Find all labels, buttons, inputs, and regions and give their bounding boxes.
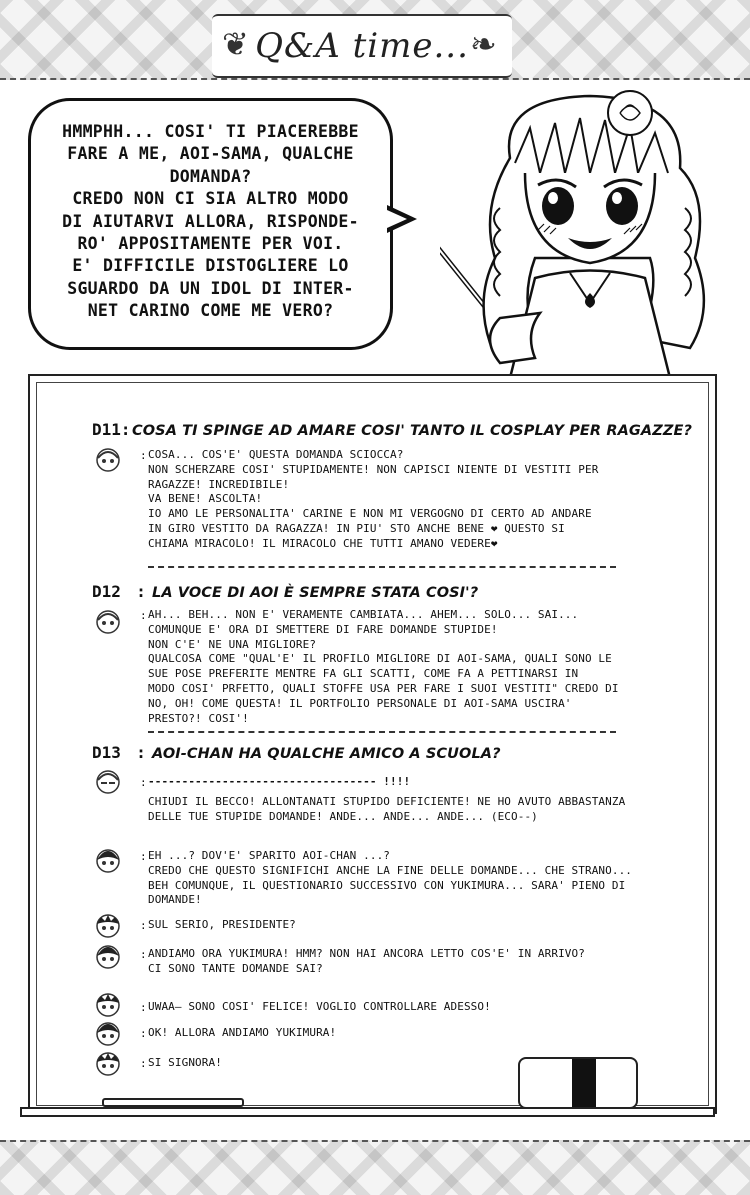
answer-block xyxy=(148,918,668,933)
right-eye-shine xyxy=(612,192,622,204)
answer-block xyxy=(148,448,668,552)
answer-line: UWAA— SONO COSI' FELICE! VOGLIO CONTROLLARE ADESSO! xyxy=(148,1000,491,1013)
title-plate xyxy=(212,14,512,78)
bubble-tail-fill xyxy=(387,210,407,228)
answer-line: RAGAZZE! INCREDIBILE! xyxy=(148,477,290,491)
answer-line: BEH COMUNQUE, IL QUESTIONARIO SUCCESSIVO CON YUKIMURA... SARA' PIENO DI xyxy=(148,878,626,892)
answer-block xyxy=(148,947,668,977)
answer-line: COMUNQUE E' ORA DI SMETTERE DI FARE DOMANDE STUPIDE! xyxy=(148,622,498,636)
bubble-line: DI AIUTARVI ALLORA, RISPONDE- xyxy=(62,211,359,231)
question-number: D12 xyxy=(92,582,121,601)
answer-colon: : xyxy=(140,919,147,932)
page-title: Q&A time... xyxy=(255,26,469,66)
question-row xyxy=(92,582,692,601)
bubble-line: RO' APPOSITAMENTE PER VOI. xyxy=(77,234,344,254)
answer-line: NO, OH! COME QUESTA! IL PORTFOLIO PERSONALE DI AOI-SAMA USCIRA' xyxy=(148,696,572,710)
answer-colon: : xyxy=(140,850,147,863)
aoi-face-icon xyxy=(94,768,122,796)
president-face-icon xyxy=(94,942,122,970)
answer-line: ---------------------------------- !!!! xyxy=(148,775,411,788)
answer-line: SUE POSE PREFERITE MENTRE FA GLI SCATTI, COME FA A PETTINARSI IN xyxy=(148,667,579,681)
left-eye-shine xyxy=(548,192,558,204)
bubble-line: SGUARDO DA UN IDOL DI INTER- xyxy=(67,278,354,298)
yukimura-face-icon xyxy=(94,1049,122,1077)
right-flourish-icon: ❧ xyxy=(470,25,497,63)
answer-block xyxy=(148,849,668,908)
right-eye xyxy=(606,187,638,225)
character-illustration xyxy=(440,88,740,378)
answer-colon: : xyxy=(140,449,147,462)
answer-line: NON SCHERZARE COSI' STUPIDAMENTE! NON CAPISCI NIENTE DI VESTITI PER xyxy=(148,462,599,476)
answer-line: COSA... COS'E' QUESTA DOMANDA SCIOCCA? xyxy=(148,448,404,461)
answer-line: SUL SERIO, PRESIDENTE? xyxy=(148,918,296,931)
answer-line: OK! ALLORA ANDIAMO YUKIMURA! xyxy=(148,1026,337,1039)
left-eye xyxy=(542,187,574,225)
aoi-face-icon xyxy=(94,446,122,474)
yukimura-face-icon xyxy=(94,911,122,939)
aoi-face-icon xyxy=(94,608,122,636)
question-number: D13 xyxy=(92,743,121,762)
marker xyxy=(102,1098,244,1107)
answer-block xyxy=(148,775,668,824)
answer-line: CHIAMA MIRACOLO! IL MIRACOLO CHE TUTTI AMANO VEDERE❤ xyxy=(148,536,498,550)
bubble-line: NET CARINO COME ME VERO? xyxy=(87,301,334,321)
left-flourish-icon: ❦ xyxy=(222,25,249,63)
answer-line: IN GIRO VESTITO DA RAGAZZA! IN PIU' STO ANCHE BENE ❤ QUESTO SI xyxy=(148,521,565,535)
question-colon: : xyxy=(138,744,144,762)
whiteboard-tray xyxy=(20,1107,715,1117)
answer-line: DELLE TUE STUPIDE DOMANDE! ANDE... ANDE... ANDE... (ECO--) xyxy=(148,809,538,823)
dashed-divider xyxy=(148,731,616,733)
yukimura-face-icon xyxy=(94,990,122,1018)
bubble-line: HMMPHH... COSI' TI PIACEREBBE xyxy=(62,122,359,141)
speech-bubble xyxy=(28,98,393,350)
question-number: D11 xyxy=(92,420,121,439)
answer-block xyxy=(148,1000,668,1015)
bubble-line: FARE A ME, AOI-SAMA, QUALCHE xyxy=(67,144,354,164)
bubble-line: CREDO NON CI SIA ALTRO MODO xyxy=(72,189,349,209)
answer-block xyxy=(148,1026,668,1041)
answer-line: ANDIAMO ORA YUKIMURA! HMM? NON HAI ANCORA LETTO COS'E' IN ARRIVO? xyxy=(148,947,585,960)
question-colon: : xyxy=(122,421,129,439)
question-text: LA VOCE DI AOI È SEMPRE STATA COSI'? xyxy=(152,585,479,601)
answer-colon: : xyxy=(140,1001,147,1014)
answer-line: PRESTO?! COSI'! xyxy=(148,711,249,725)
answer-colon: : xyxy=(140,948,147,961)
answer-line: IO AMO LE PERSONALITA' CARINE E NON MI VERGOGNO DI CERTO AD ANDARE xyxy=(148,507,592,521)
answer-line: EH ...? DOV'E' SPARITO AOI-CHAN ...? xyxy=(148,849,391,862)
question-row xyxy=(92,743,692,762)
bottom-plaid-border xyxy=(0,1140,750,1195)
president-face-icon xyxy=(94,1019,122,1047)
answer-line: AH... BEH... NON E' VERAMENTE CAMBIATA... AHEM... SOLO... SAI... xyxy=(148,608,579,621)
answer-colon: : xyxy=(140,776,147,789)
bubble-line: E' DIFFICILE DISTOGLIERE LO xyxy=(72,256,349,276)
question-text: AOI-CHAN HA QUALCHE AMICO A SCUOLA? xyxy=(152,746,501,762)
question-colon: : xyxy=(138,583,144,601)
answer-line: NON C'E' NE UNA MIGLIORE? xyxy=(148,637,317,651)
answer-line: QUALCOSA COME "QUAL'E' IL PROFILO MIGLIORE DI AOI-SAMA, QUALI SONO LE xyxy=(148,652,612,666)
question-row xyxy=(92,420,692,439)
bubble-line: DOMANDA? xyxy=(169,166,252,186)
answer-colon: : xyxy=(140,609,147,622)
answer-line: CREDO CHE QUESTO SIGNIFICHI ANCHE LA FINE DELLE DOMANDE... CHE STRANO... xyxy=(148,863,633,877)
question-text: COSA TI SPINGE AD AMARE COSI' TANTO IL COSPLAY PER RAGAZZE? xyxy=(131,423,692,439)
dashed-divider xyxy=(148,566,616,568)
answer-line: SI SIGNORA! xyxy=(148,1056,222,1069)
answer-line: DOMANDE! xyxy=(148,893,202,907)
answer-block xyxy=(148,608,668,726)
answer-line: CI SONO TANTE DOMANDE SAI? xyxy=(148,961,323,975)
answer-colon: : xyxy=(140,1027,147,1040)
answer-colon: : xyxy=(140,1057,147,1070)
answer-block xyxy=(148,1056,668,1071)
answer-line: MODO COSI' PRFETTO, QUALI STOFFE USA PER FARE I SUOI VESTITI" CREDO DI xyxy=(148,681,619,695)
president-face-icon xyxy=(94,846,122,874)
answer-line: VA BENE! ASCOLTA! xyxy=(148,492,263,506)
answer-line: CHIUDI IL BECCO! ALLONTANATI STUPIDO DEFICIENTE! NE HO AVUTO ABBASTANZA xyxy=(148,794,626,808)
rose xyxy=(608,91,652,135)
